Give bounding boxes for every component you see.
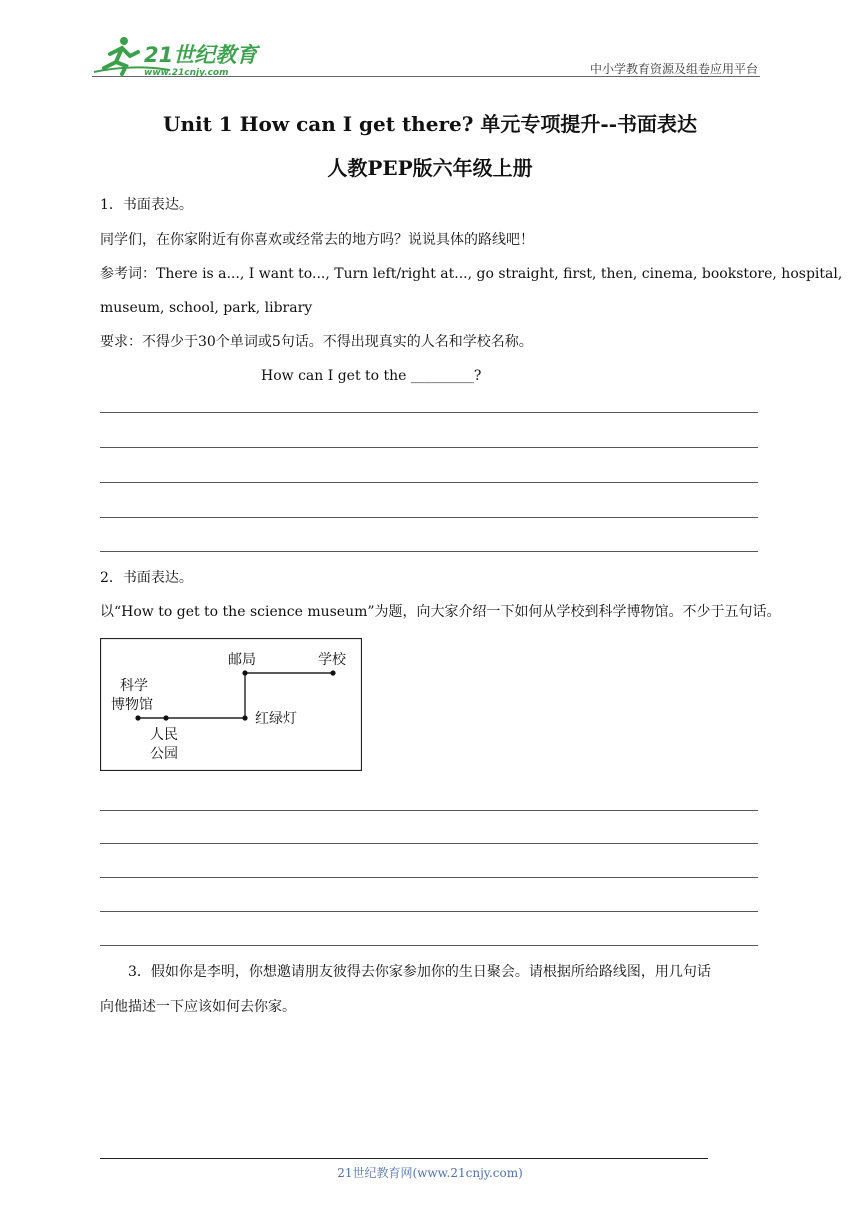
traffic-light-label: 红绿灯: [255, 711, 297, 727]
q3-prompt-line1: 3．假如你是李明，你想邀请朋友彼得去你家参加你的生日聚会。请根据所给路线图，用几句话: [128, 964, 711, 980]
museum-label-line2: 博物馆: [111, 697, 153, 713]
worksheet-title: Unit 1 How can I get there? 单元专项提升--书面表达: [163, 112, 697, 136]
logo-runner-head: [120, 37, 128, 45]
museum-dot: [135, 715, 140, 720]
worksheet-subtitle: 人教PEP版六年级上册: [327, 156, 533, 180]
traffic-light-dot: [242, 715, 247, 720]
post-office-label: 邮局: [228, 652, 256, 668]
q2-heading: 2．书面表达。: [100, 570, 193, 586]
q1-writing-line[interactable]: [100, 517, 758, 518]
q2-writing-line[interactable]: [100, 843, 758, 844]
q1-requirement: 要求：不得少于30个单词或5句话。不得出现真实的人名和学校名称。: [100, 334, 533, 350]
park-dot: [163, 715, 168, 720]
q1-writing-line[interactable]: [100, 551, 758, 552]
q1-prompt: 同学们，在你家附近有你喜欢或经常去的地方吗？说说具体的路线吧！: [100, 232, 534, 248]
park-label-line2: 公园: [150, 746, 178, 762]
q1-reference-words: 参考词：There is a..., I want to..., Turn left/right at..., go straight, first, then, cinema, bookstore, hospital,: [100, 266, 843, 282]
logo-text: 21世纪教育: [144, 43, 258, 67]
q3-prompt-line2: 向他描述一下应该如何去你家。: [100, 999, 296, 1015]
q2-writing-line[interactable]: [100, 810, 758, 811]
header-platform-text: 中小学教育资源及组卷应用平台: [589, 62, 758, 76]
q1-writing-line[interactable]: [100, 447, 758, 448]
q2-writing-line[interactable]: [100, 877, 758, 878]
footer-divider: [100, 1158, 708, 1159]
q2-writing-line[interactable]: [100, 945, 758, 946]
park-label-line1: 人民: [150, 727, 178, 743]
q2-writing-line[interactable]: [100, 911, 758, 912]
q1-writing-line[interactable]: [100, 412, 758, 413]
header-divider: [92, 76, 760, 77]
school-dot: [330, 670, 335, 675]
q1-writing-line[interactable]: [100, 482, 758, 483]
q1-essay-title: How can I get to the _________?: [261, 368, 482, 384]
q2-prompt: 以“How to get to the science museum”为题，向大家介绍一下如何从学校到科学博物馆。不少于五句话。: [100, 604, 781, 620]
q1-reference-words-cont: museum, school, park, library: [100, 300, 313, 316]
school-label: 学校: [318, 652, 346, 668]
post-office-dot: [242, 670, 247, 675]
footer-link[interactable]: 21世纪教育网(www.21cnjy.com): [337, 1166, 523, 1180]
site-logo: [92, 34, 262, 78]
route-map: [100, 638, 362, 771]
museum-label-line1: 科学: [120, 678, 148, 694]
q1-heading: 1．书面表达。: [100, 197, 193, 213]
logo-url: www.21cnjy.com: [144, 68, 229, 78]
